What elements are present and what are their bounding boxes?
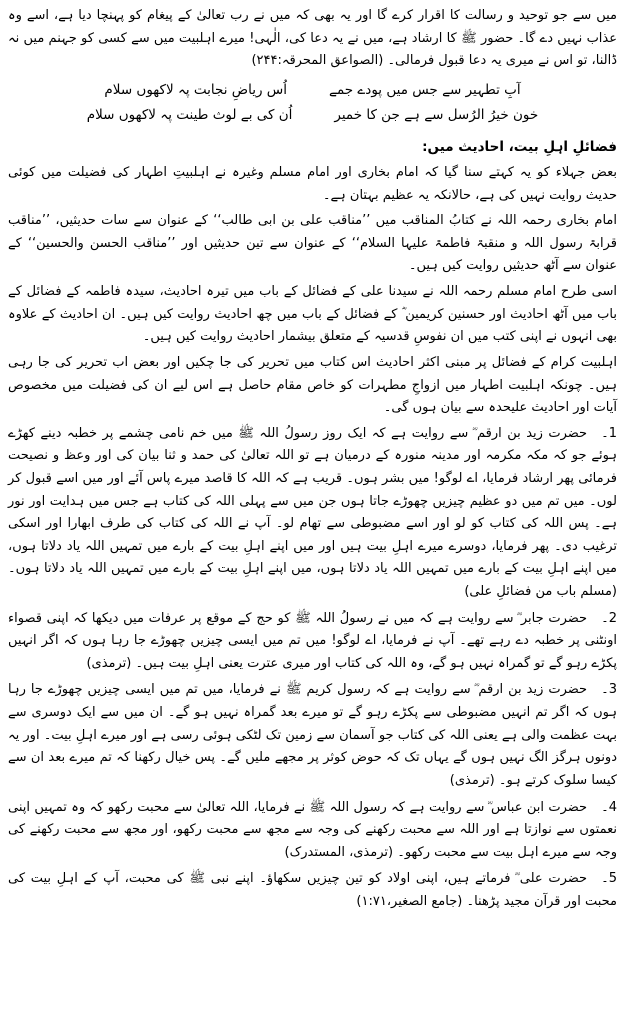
section-heading: فضائلِ اہلِ بیت، احادیث میں: [422,139,617,156]
hadith-item [8,868,617,913]
hadith-text: حضرت زید بن ارقم ؓ سے روایت ہے کہ ایک روز رسولُ اللہ ﷺ میں خم نامی چشمے پر خطبہ دینے کھڑے ہوئے جو کہ مکہ مکرمہ اور مدینہ منورہ کے درمیان ہے تو اللہ تعالیٰ کی حمد و ثنا بیان کی اور وعظ و نصیحت فرمائی پھر ارشاد فرمایا، اے لوگو! میں بشر ہوں۔ قریب ہے کہ اللہ کا قاصد میرے پاس آئے اور میں اسے قبول کر لوں۔ میں تم میں دو عظیم چیزیں چھوڑے جاتا ہوں جن میں سے پہلی اللہ کی کتاب ہے جس میں ہدایت اور نور ہے۔ پس اللہ کی کتاب کو لو اور اسے مضبوطی سے تھام لو۔ آپ نے اللہ کی کتاب کی طرف ابھارا اور اسکی ترغیب دی۔ پھر فرمایا، دوسرے میرے اہلِ بیت ہیں اور میں اپنے اہلِ بیت کے بارے میں تمہیں اللہ یاد دلاتا ہوں، میں اپنے اہلِ بیت کے بارے میں تمہیں اللہ یاد دلاتا ہوں، میں اپنے اہلِ بیت کے بارے میں تمہیں اللہ یاد دلاتا ہوں۔ (مسلم باب من فضائلِ علی) [8,425,617,600]
hadith-item [8,797,617,865]
body-paragraph: اہلبیت کرام کے فضائل پر مبنی اکثر احادیث اس کتاب میں تحریر کی جا چکیں اور بعض اب تحریر کی جا رہی ہیں۔ چونکہ اہلبیت اطہار میں ازواجِ مطہرات کو خاص مقام حاصل ہے اس لیے ان کی فضیلت میں مخصوص آیات اور احادیث علیحدہ سے بیان ہوں گی۔ [8,354,617,416]
verse-hemistich-second: اُس ریاضِ نجابت پہ لاکھوں سلام [104,81,288,98]
intro-paragraph: میں سے جو توحید و رسالت کا اقرار کرے گا اور یہ بھی کہ میں نے رب تعالیٰ کے پیغام کو پہنچا دیا ہے، اسے وہ عذاب نہیں دے گا۔ حضور ﷺ کا ارشاد ہے، میں نے یہ دعا کی، الٰہی! میرے اہلبیت میں سے کسی کو جہنم میں نہ ڈالنا، تو اس نے میری یہ دعا قبول فرمالی۔ (الصواعق المحرقہ:۲۴۴) [8,8,617,69]
body-paragraph: امام بخاری رحمہ اللہ نے کتابُ المناقب میں ’’مناقب علی بن ابی طالب‘‘ کے عنوان سے سات حدیثیں، ’’مناقب قرابۃ رسول اللہ و منقبۃ فاطمۃ علیہا السلام‘‘ کے عنوان سے تین حدیثیں اور ’’مناقب الحسن والحسین‘‘ کے عنوان سے آٹھ حدیثیں روایت کیں ہیں۔ [8,213,617,274]
hadith-text: حضرت علی ؓ فرماتے ہیں، اپنی اولاد کو تین چیزیں سکھاؤ۔ اپنے نبی ﷺ کی محبت، آپ کے اہلِ بیت کی محبت اور قرآن مجید پڑھنا۔ (جامع الصغیر،۱:۷۱) [8,871,617,909]
hadith-number: 1۔ [601,425,617,441]
verse-hemistich-first: خون خیرُ الرُسل سے ہے جن کا خمیر [334,107,539,124]
hadith-text: حضرت جابر ؓ سے روایت ہے کہ میں نے رسولُ اللہ ﷺ کو حج کے موقع پر عرفات میں دیکھا کہ اپنی قصواء اونٹنی پر خطبہ دے رہے تھے۔ آپ نے فرمایا، اے لوگو! میں تم میں ایسی چیزیں چھوڑے جا رہا ہوں کہ اگر انہیں پکڑے رہو گے تو گمراہ نہیں ہو گے، وہ اللہ کی کتاب اور میری عترت یعنی اہلِ بیت ہیں۔ (ترمذی) [8,610,617,671]
hadith-number: 5۔ [601,871,617,887]
hadith-item [8,679,617,792]
hadith-text: حضرت ابن عباس ؓ سے روایت ہے کہ رسول اللہ ﷺ نے فرمایا، اللہ تعالیٰ سے محبت رکھو کہ وہ تمہیں اپنی نعمتوں سے نوازتا ہے اور اللہ سے محبت رکھنے کی وجہ سے مجھ سے محبت رکھو، اور مجھ سے محبت رکھنے کی وجہ سے میرے اہل بیت سے محبت رکھو۔ (ترمذی، المستدرک) [8,799,617,860]
verse-hemistich-second: اُن کی بے لوث طینت پہ لاکھوں سلام [86,107,293,124]
hadith-number: 3۔ [601,682,617,698]
body-paragraph: اسی طرح امام مسلم رحمہ اللہ نے سیدنا علی کے فضائل کے باب میں تیرہ احادیث، سیدہ فاطمہ کے فضائل کے باب میں آٹھ احادیث اور حسنین کریمین ؓ کے فضائل کے باب میں چھ احادیث روایت کیں ہیں۔ ان احادیث کے علاوہ بھی انہوں نے اپنی کتب میں ان نفوسِ قدسیہ کے متعلق بیشمار احادیث روایت کیں ہیں۔ [8,284,618,345]
hadith-item [8,608,617,676]
hadith-text: حضرت زید بن ارقم ؓ سے روایت ہے کہ رسول کریم ﷺ نے فرمایا، میں تم میں ایسی چیزیں چھوڑے جا رہا ہوں کہ اگر تم انہیں مضبوطی سے پکڑے رہو گے تو میرے بعد گمراہ نہیں ہو گے۔ ان میں سے ایک دوسری سے بہت عظمت والی ہے یعنی اللہ کی کتاب جو آسمان سے زمین تک لٹکی ہوئی رسی ہے اور میرے اہلِ بیت۔ اور یہ دونوں ہرگز الگ نہیں ہوں گے یہاں تک کہ حوض کوثر پر مجھے ملیں گے۔ پس خیال رکھنا کہ تم میرے بعد ان سے کیسا سلوک کرتے ہو۔ (ترمذی) [8,682,617,788]
poem-couplet [8,78,617,104]
poem-couplet [8,103,617,129]
verse-hemistich-first: آبِ تطہیر سے جس میں پودے جمے [329,81,521,98]
hadith-number: 2۔ [601,610,617,626]
poem-block [8,78,617,129]
hadith-number: 4۔ [601,799,617,815]
body-paragraph: بعض جہلاء کو یہ کہتے سنا گیا کہ امام بخاری اور امام مسلم وغیرہ نے اہلبیتِ اطہار کی فضیلت میں کوئی حدیث روایت نہیں کی ہے، حالانکہ یہ عظیم بہتان ہے۔ [8,165,617,203]
hadith-item [8,423,617,604]
